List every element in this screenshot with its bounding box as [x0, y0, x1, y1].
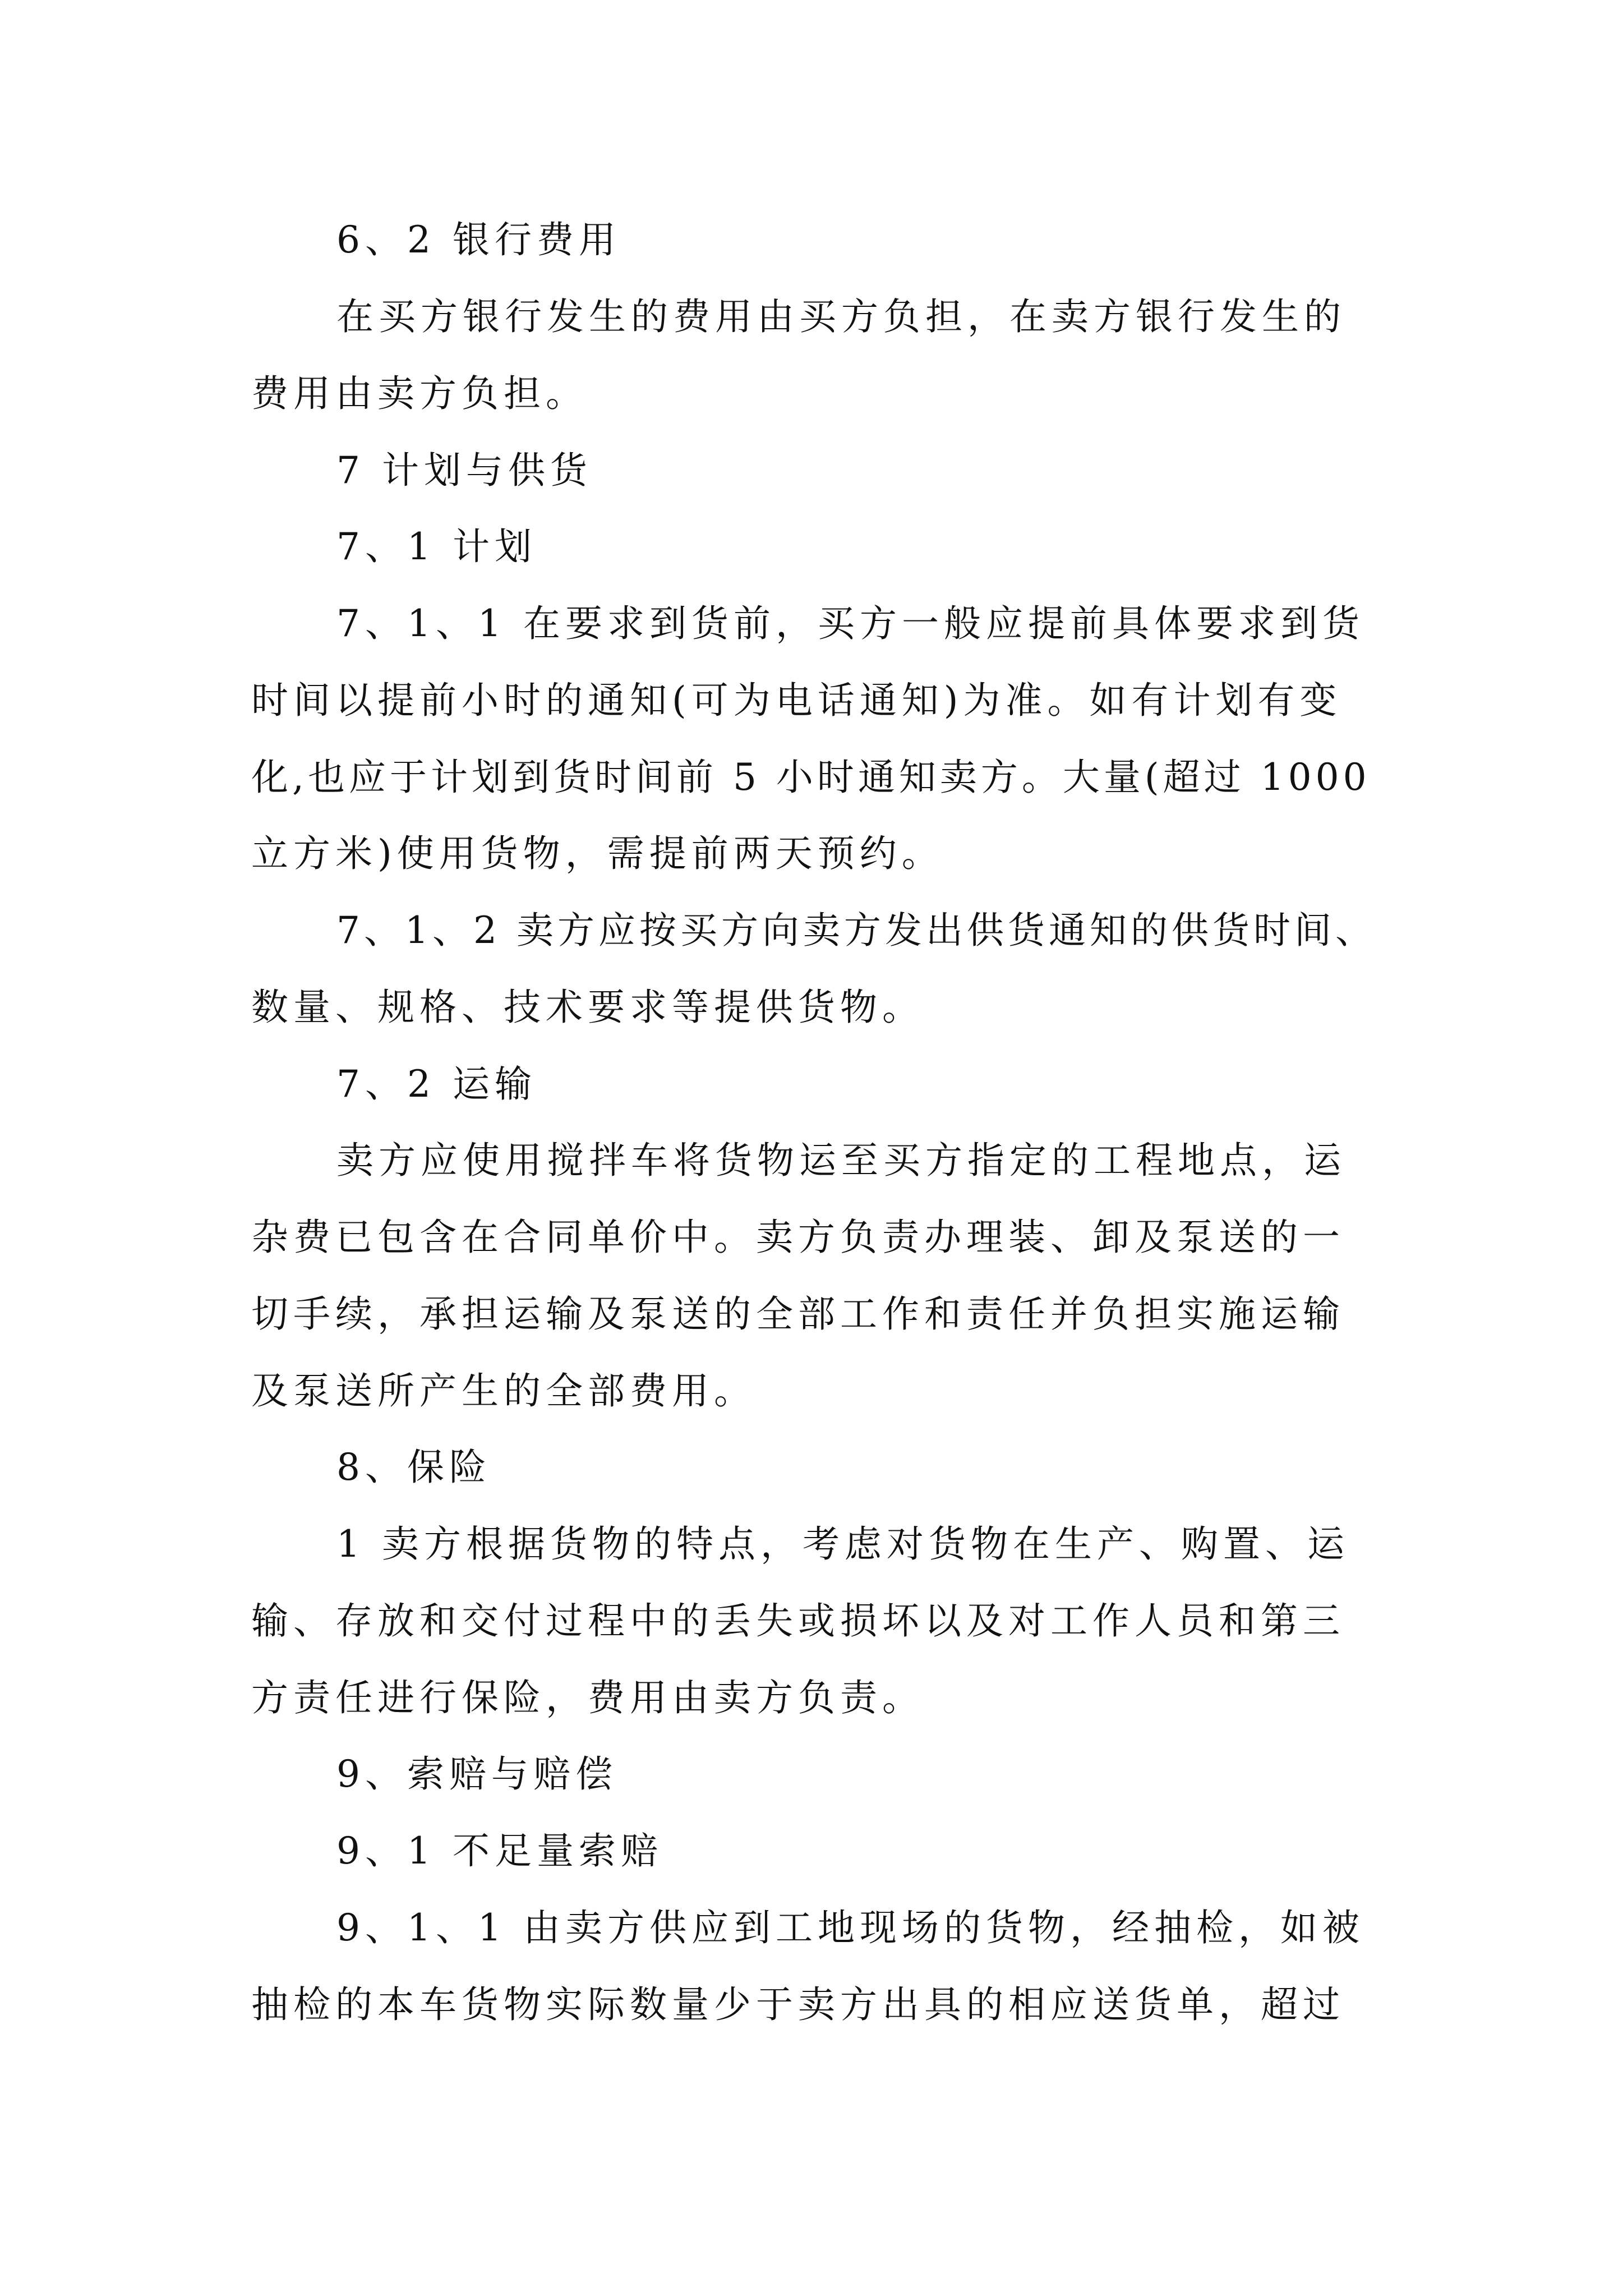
- paragraph-line: 卖方应使用搅拌车将货物运至买方指定的工程地点，运: [336, 1139, 1346, 1182]
- heading-7-1-plan: 7、1 计划: [336, 525, 537, 568]
- heading-6-2-bank-fees: 6、2 银行费用: [336, 218, 621, 261]
- paragraph-line: 切手续，承担运输及泵送的全部工作和责任并负担实施运输: [251, 1292, 1345, 1336]
- paragraph-line: 7、1、2 卖方应按买方向卖方发出供货通知的供货时间、: [336, 909, 1376, 952]
- paragraph-line: 1 卖方根据货物的特点，考虑对货物在生产、购置、运: [336, 1522, 1349, 1566]
- paragraph-line: 数量、规格、技术要求等提供货物。: [251, 986, 924, 1029]
- paragraph-line: 时间以提前小时的通知(可为电话通知)为准。如有计划有变: [251, 679, 1342, 722]
- paragraph-line: 杂费已包含在合同单价中。卖方负责办理装、卸及泵送的一: [251, 1216, 1345, 1259]
- paragraph-line: 费用由卖方负担。: [251, 372, 588, 415]
- paragraph-line: 7、1、1 在要求到货前，买方一般应提前具体要求到货: [336, 602, 1364, 645]
- paragraph-line: 化,也应于计划到货时间前 5 小时通知卖方。大量(超过 1000: [251, 756, 1371, 799]
- paragraph-line: 输、存放和交付过程中的丢失或损坏以及对工作人员和第三: [251, 1599, 1345, 1642]
- heading-9-claims-and-compensation: 9、索赔与赔偿: [336, 1752, 617, 1796]
- paragraph-line: 抽检的本车货物实际数量少于卖方出具的相应送货单，超过: [251, 1983, 1345, 2026]
- paragraph-line: 在买方银行发生的费用由买方负担，在卖方银行发生的: [336, 295, 1346, 338]
- paragraph-line: 立方米)使用货物，需提前两天预约。: [251, 832, 944, 875]
- heading-7-2-transport: 7、2 运输: [336, 1062, 537, 1106]
- heading-8-insurance: 8、保险: [336, 1446, 491, 1489]
- heading-7-plan-and-supply: 7 计划与供货: [336, 449, 592, 492]
- paragraph-line: 及泵送所产生的全部费用。: [251, 1369, 756, 1412]
- paragraph-line: 9、1、1 由卖方供应到工地现场的货物，经抽检，如被: [336, 1906, 1364, 1949]
- heading-9-1-shortage-claims: 9、1 不足量索赔: [336, 1829, 663, 1872]
- paragraph-line: 方责任进行保险，费用由卖方负责。: [251, 1676, 924, 1719]
